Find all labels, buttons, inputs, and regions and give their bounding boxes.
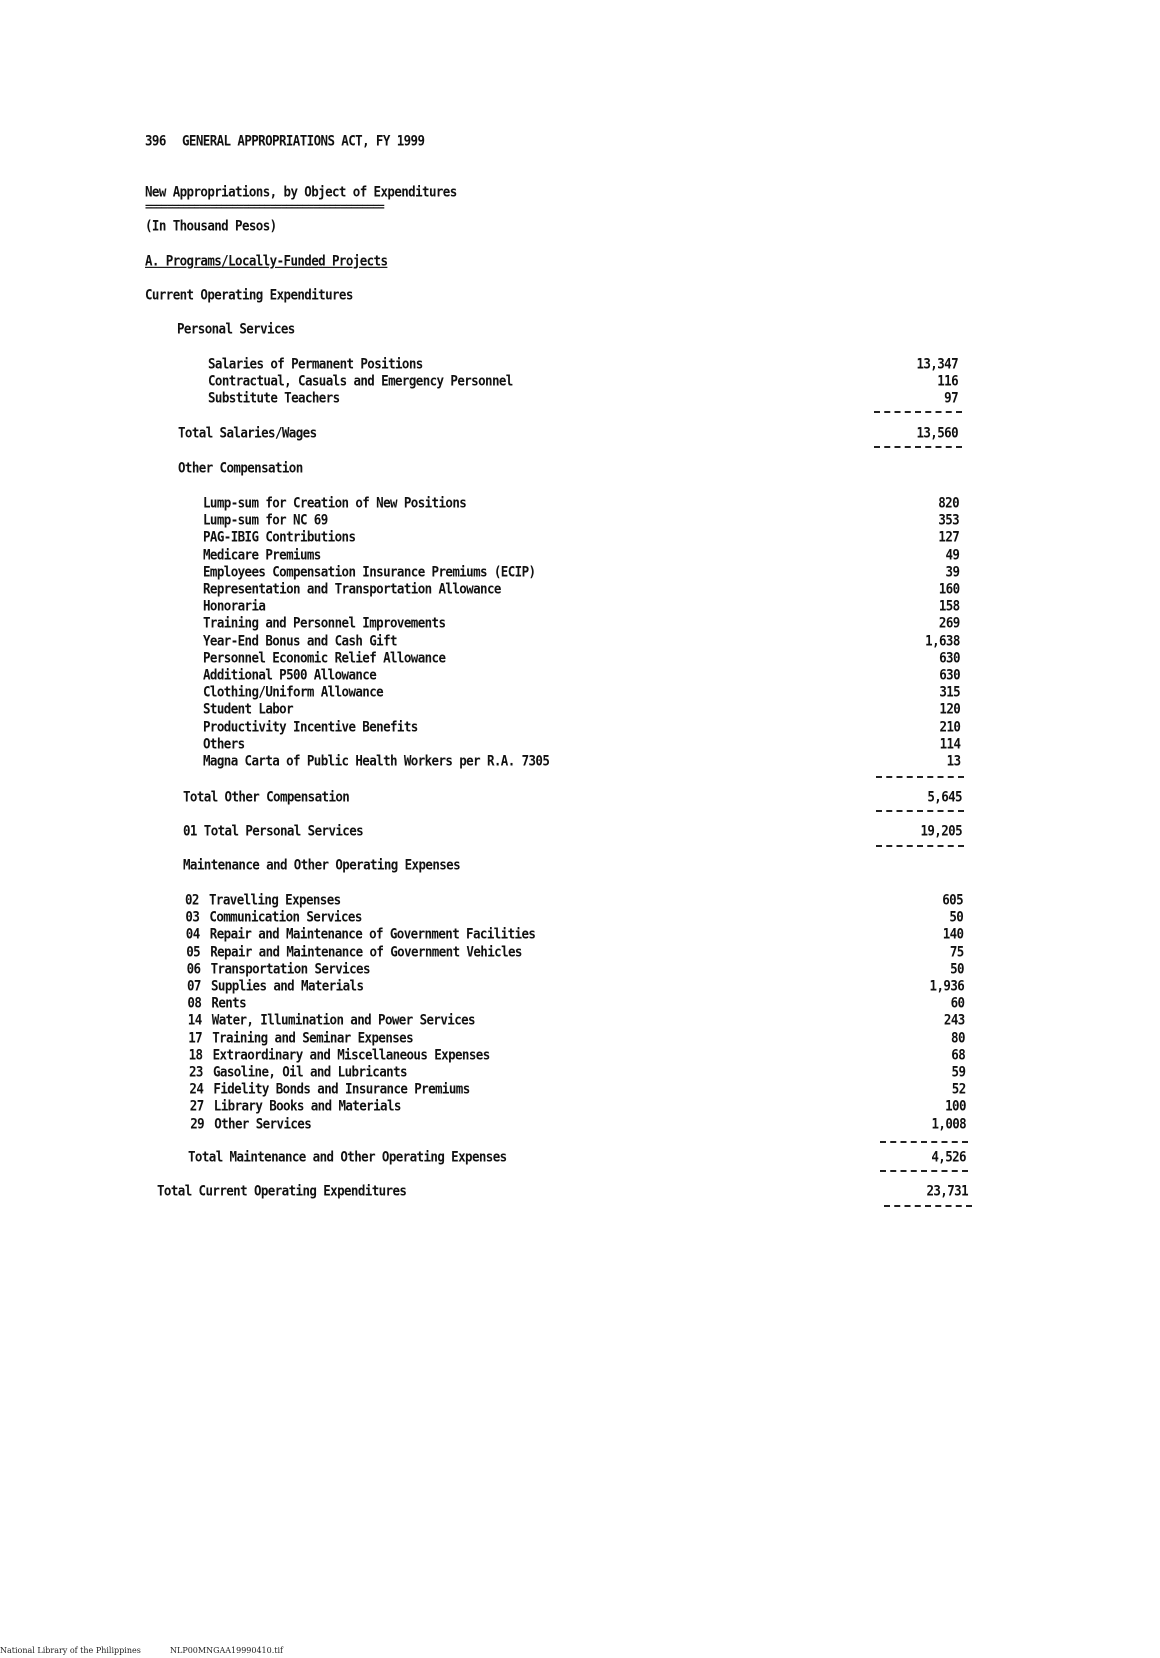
total-amount: 19,205 [920, 821, 962, 840]
line-item-label: Extraordinary and Miscellaneous Expenses [212, 1045, 490, 1063]
line-item-label: Gasoline, Oil and Lubricants [213, 1062, 407, 1081]
line-item-label: Salaries of Permanent Positions [208, 354, 423, 373]
line-item-amount: 140 [942, 925, 964, 943]
object-code: 08 [187, 994, 202, 1012]
line-item-amount: 1,008 [931, 1114, 967, 1132]
line-item-label: Transportation Services [210, 959, 370, 977]
personal-services-heading: Personal Services [177, 319, 295, 338]
line-item-amount: 97 [944, 388, 958, 407]
line-item-label: Additional P500 Allowance [203, 665, 377, 684]
line-item-label: Other Services [214, 1114, 312, 1132]
line-item-amount: 315 [939, 683, 961, 701]
line-item-label: Clothing/Uniform Allowance [203, 683, 384, 701]
line-item-amount: 127 [938, 528, 960, 546]
line-item-amount: 39 [945, 562, 960, 580]
line-item-label: Rents [211, 994, 247, 1012]
subtotal-rule [876, 776, 964, 778]
other-compensation-heading: Other Compensation [178, 458, 303, 477]
line-item-label: Fidelity Bonds and Insurance Premiums [213, 1080, 470, 1098]
subsection-heading: Current Operating Expenditures [145, 285, 353, 304]
object-code: 17 [188, 1028, 203, 1046]
total-label: 01 Total Personal Services [183, 821, 364, 840]
table-title: New Appropriations, by Object of Expenditures [145, 182, 457, 201]
line-item-amount: 52 [951, 1080, 966, 1098]
line-item-amount: 114 [939, 734, 961, 752]
subtotal-amount: 13,560 [916, 423, 958, 442]
line-item-amount: 13 [946, 751, 961, 770]
subtotal-label: Total Other Compensation [183, 787, 350, 806]
line-item-label: PAG-IBIG Contributions [203, 528, 356, 546]
line-item-amount: 158 [938, 597, 960, 615]
footer-file: NLP00MNGAA19990410.tif [170, 1646, 284, 1655]
line-item-label: Year-End Bonus and Cash Gift [203, 631, 397, 649]
line-item-amount: 1,936 [929, 976, 965, 995]
line-item-label: Personnel Economic Relief Allowance [203, 648, 446, 666]
object-code: 27 [189, 1097, 204, 1115]
line-item-label: Others [203, 734, 245, 752]
footer-library: National Library of the Philippines [0, 1646, 141, 1655]
line-item-amount: 605 [942, 890, 963, 909]
page-number: 396 [145, 131, 166, 150]
line-item-label: Training and Personnel Improvements [203, 614, 446, 632]
line-item-label: Medicare Premiums [203, 545, 321, 563]
object-code: 18 [188, 1045, 203, 1063]
line-item-amount: 100 [945, 1097, 966, 1115]
grand-total-rule [884, 1205, 972, 1207]
title-underline: ============================================ [145, 200, 384, 213]
line-item-amount: 210 [939, 717, 961, 735]
line-item-label: Library Books and Materials [213, 1097, 401, 1115]
line-item-label: Travelling Expenses [209, 890, 341, 909]
subtotal-rule [880, 1170, 968, 1172]
object-code: 07 [187, 976, 201, 995]
subtotal-amount: 4,526 [931, 1147, 966, 1166]
line-item-amount: 80 [951, 1028, 965, 1046]
line-item-amount: 353 [938, 511, 960, 529]
object-code: 02 [185, 890, 199, 909]
object-code: 06 [186, 959, 201, 977]
line-item-label: Training and Seminar Expenses [212, 1028, 414, 1046]
object-code: 03 [185, 908, 200, 926]
grand-total-amount: 23,731 [926, 1181, 968, 1200]
object-code: 04 [185, 925, 200, 943]
line-item-amount: 630 [939, 665, 960, 684]
line-item-label: Repair and Maintenance of Government Facilities [209, 925, 536, 943]
subtotal-rule [874, 446, 962, 448]
line-item-label: Employees Compensation Insurance Premiums (ECIP) [203, 562, 536, 580]
page-header-title: GENERAL APPROPRIATIONS ACT, FY 1999 [182, 131, 425, 150]
units-note: (In Thousand Pesos) [145, 216, 277, 235]
subtotal-label: Total Salaries/Wages [178, 423, 317, 442]
line-item-amount: 116 [937, 371, 958, 390]
line-item-label: Magna Carta of Public Health Workers per R.A. 7305 [203, 751, 550, 770]
subtotal-amount: 5,645 [927, 787, 962, 806]
section-heading: A. Programs/Locally-Funded Projects [145, 251, 388, 270]
subtotal-rule [874, 411, 962, 413]
line-item-label: Lump-sum for NC 69 [203, 511, 328, 529]
line-item-amount: 75 [949, 942, 964, 960]
line-item-label: Supplies and Materials [211, 976, 364, 995]
line-item-label: Substitute Teachers [208, 388, 340, 407]
object-code: 29 [190, 1114, 205, 1132]
line-item-label: Productivity Incentive Benefits [203, 717, 418, 735]
object-code: 23 [189, 1062, 203, 1081]
line-item-amount: 630 [939, 648, 960, 666]
line-item-amount: 120 [939, 700, 961, 718]
line-item-amount: 269 [938, 614, 960, 632]
subtotal-rule [876, 810, 964, 812]
line-item-amount: 50 [949, 908, 964, 926]
line-item-amount: 49 [945, 545, 960, 563]
line-item-amount: 60 [950, 994, 965, 1012]
object-code: 14 [187, 1011, 202, 1029]
object-code: 05 [186, 942, 201, 960]
line-item-amount: 243 [943, 1011, 965, 1029]
line-item-label: Honoraria [203, 597, 266, 615]
line-item-amount: 820 [938, 493, 959, 512]
line-item-amount: 13,347 [916, 354, 958, 373]
subtotal-rule [876, 845, 964, 847]
line-item-amount: 68 [951, 1045, 966, 1063]
line-item-label: Representation and Transportation Allowance [203, 579, 501, 598]
line-item-label: Water, Illumination and Power Services [211, 1011, 475, 1029]
grand-total-label: Total Current Operating Expenditures [157, 1181, 407, 1200]
subtotal-label: Total Maintenance and Other Operating Expenses [188, 1147, 507, 1166]
line-item-amount: 160 [938, 579, 960, 598]
line-item-amount: 1,638 [925, 631, 960, 649]
line-item-label: Lump-sum for Creation of New Positions [203, 493, 467, 512]
subtotal-rule [880, 1141, 968, 1143]
line-item-amount: 59 [951, 1062, 966, 1081]
line-item-label: Student Labor [203, 700, 294, 718]
line-item-amount: 50 [950, 959, 964, 977]
mooe-heading: Maintenance and Other Operating Expenses [183, 855, 461, 874]
object-code: 24 [189, 1080, 204, 1098]
line-item-label: Contractual, Casuals and Emergency Personnel [208, 371, 513, 390]
line-item-label: Communication Services [209, 908, 362, 926]
line-item-label: Repair and Maintenance of Government Vehicles [210, 942, 522, 960]
